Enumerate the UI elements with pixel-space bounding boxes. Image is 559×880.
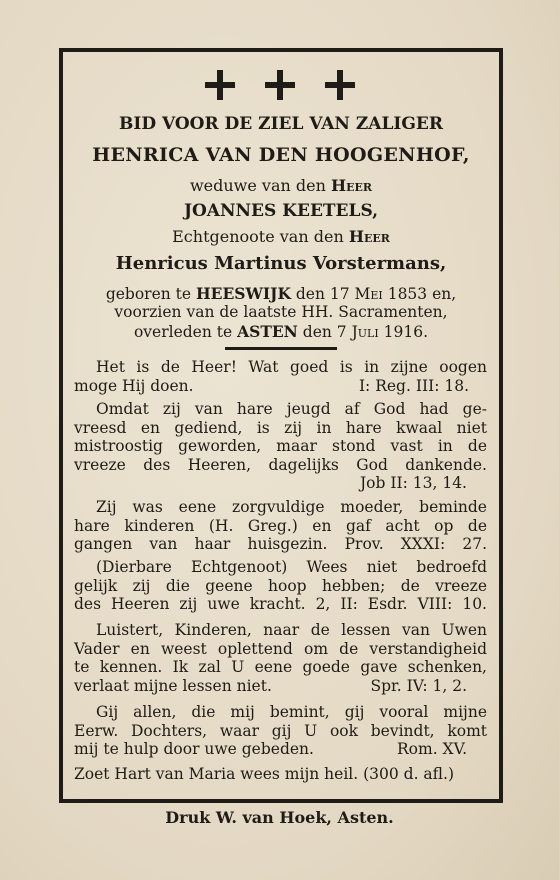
cross-icon: [205, 70, 235, 100]
verse-line: (Dierbare Echtgenoot) Wees niet bedroefd: [96, 558, 487, 576]
divider-rule: [225, 347, 337, 350]
verse-paragraph-5: [74, 621, 487, 695]
verse-reference: Job II: 13, 14.: [359, 474, 467, 492]
verse-line: hare kinderen (H. Greg.) en gaf acht op de: [74, 516, 487, 535]
verse-paragraph-7: [74, 765, 487, 784]
birth-line: [64, 284, 498, 303]
verse-reference: Spr. IV: 1, 2.: [370, 676, 467, 695]
verse-line: Omdat zij van hare jeugd af God had ge-: [96, 400, 487, 418]
birth-day: den 17: [290, 285, 355, 303]
sacraments-line: voorzien van de laatste HH. Sacramenten,: [114, 303, 448, 321]
death-year: 1916.: [378, 323, 429, 341]
verse-line: [74, 740, 487, 759]
cross-icon: [325, 70, 355, 100]
verse-text: mij te hulp door uwe gebeden.: [74, 740, 314, 758]
verse-paragraph-1: [74, 358, 487, 395]
verse-text: moge Hij doen.: [74, 376, 194, 395]
widow-text: weduwe van den: [189, 176, 331, 195]
death-place: ASTEN: [237, 322, 298, 341]
verse-line: [74, 677, 487, 696]
verse-paragraph-6: [74, 703, 487, 759]
closing-prayer: Zoet Hart van Maria wees mijn heil. (300 d. afl.): [74, 765, 454, 783]
verse-line: mistroostig geworden, maar stond vast in de: [74, 437, 487, 455]
spouse-line: [64, 227, 498, 246]
death-month: Juli: [351, 323, 379, 341]
verse-text: verlaat mijne lessen niet.: [74, 676, 272, 695]
cross-icon: [265, 70, 295, 100]
verse-line: Zij was eene zorgvuldige moeder, beminde: [96, 498, 487, 516]
verse-reference: Rom. XV.: [397, 740, 467, 758]
verse-line: gelijk zij die geene hoop hebben; de vreeze: [74, 576, 487, 595]
verse-reference: I: Reg. III: 18.: [358, 376, 469, 395]
widow-title: Heer: [331, 176, 373, 195]
birth-text: geboren te: [105, 285, 196, 303]
verse-line: Het is de Heer! Wat goed is in zijne oogen: [96, 358, 487, 376]
crosses-row: [0, 70, 559, 100]
first-husband: JOANNES KEETELS,: [183, 201, 379, 221]
birth-month: Mei: [354, 285, 383, 303]
verse-line: Luistert, Kinderen, naar de lessen van Uwen: [96, 621, 487, 639]
death-text: overleden te: [133, 323, 238, 341]
verse-line: Vader en weest oplettend om de verstandigheid: [74, 639, 487, 658]
printer-credit: Druk W. van Hoek, Asten.: [165, 808, 394, 827]
verse-line: [74, 377, 487, 396]
spouse-text: Echtgenoote van den: [172, 227, 349, 246]
verse-line: Eerw. Dochters, waar gij U ook bevindt, komt: [74, 721, 487, 740]
verse-paragraph-2: [74, 400, 487, 493]
verse-line: Gij allen, die mij bemint, gij vooral mijne: [96, 703, 487, 721]
verse-paragraph-3: [74, 498, 487, 554]
widow-line: [64, 176, 498, 195]
verse-line: vreeze des Heeren, dagelijks God dankende.: [74, 455, 487, 474]
verse-line: vreesd en gediend, is zij in hare kwaal niet: [74, 418, 487, 437]
deceased-name: HENRICA VAN DEN HOOGENHOF,: [92, 144, 470, 166]
birth-place: HEESWIJK: [196, 284, 291, 303]
second-husband: Henricus Martinus Vorstermans,: [115, 253, 447, 274]
prayer-heading: BID VOOR DE ZIEL VAN ZALIGER: [119, 114, 443, 134]
spouse-title: Heer: [348, 227, 390, 246]
death-line: [64, 322, 498, 341]
birth-year: 1853 en,: [382, 285, 457, 303]
verse-line: gangen van haar huisgezin. Prov. XXXI: 27.: [74, 535, 487, 553]
verse-line: des Heeren zij uwe kracht. 2, II: Esdr. VIII: 10.: [74, 595, 487, 613]
verse-line: te kennen. Ik zal U eene goede gave schenken,: [74, 658, 487, 676]
death-day: den 7: [297, 323, 352, 341]
verse-paragraph-4: [74, 558, 487, 614]
